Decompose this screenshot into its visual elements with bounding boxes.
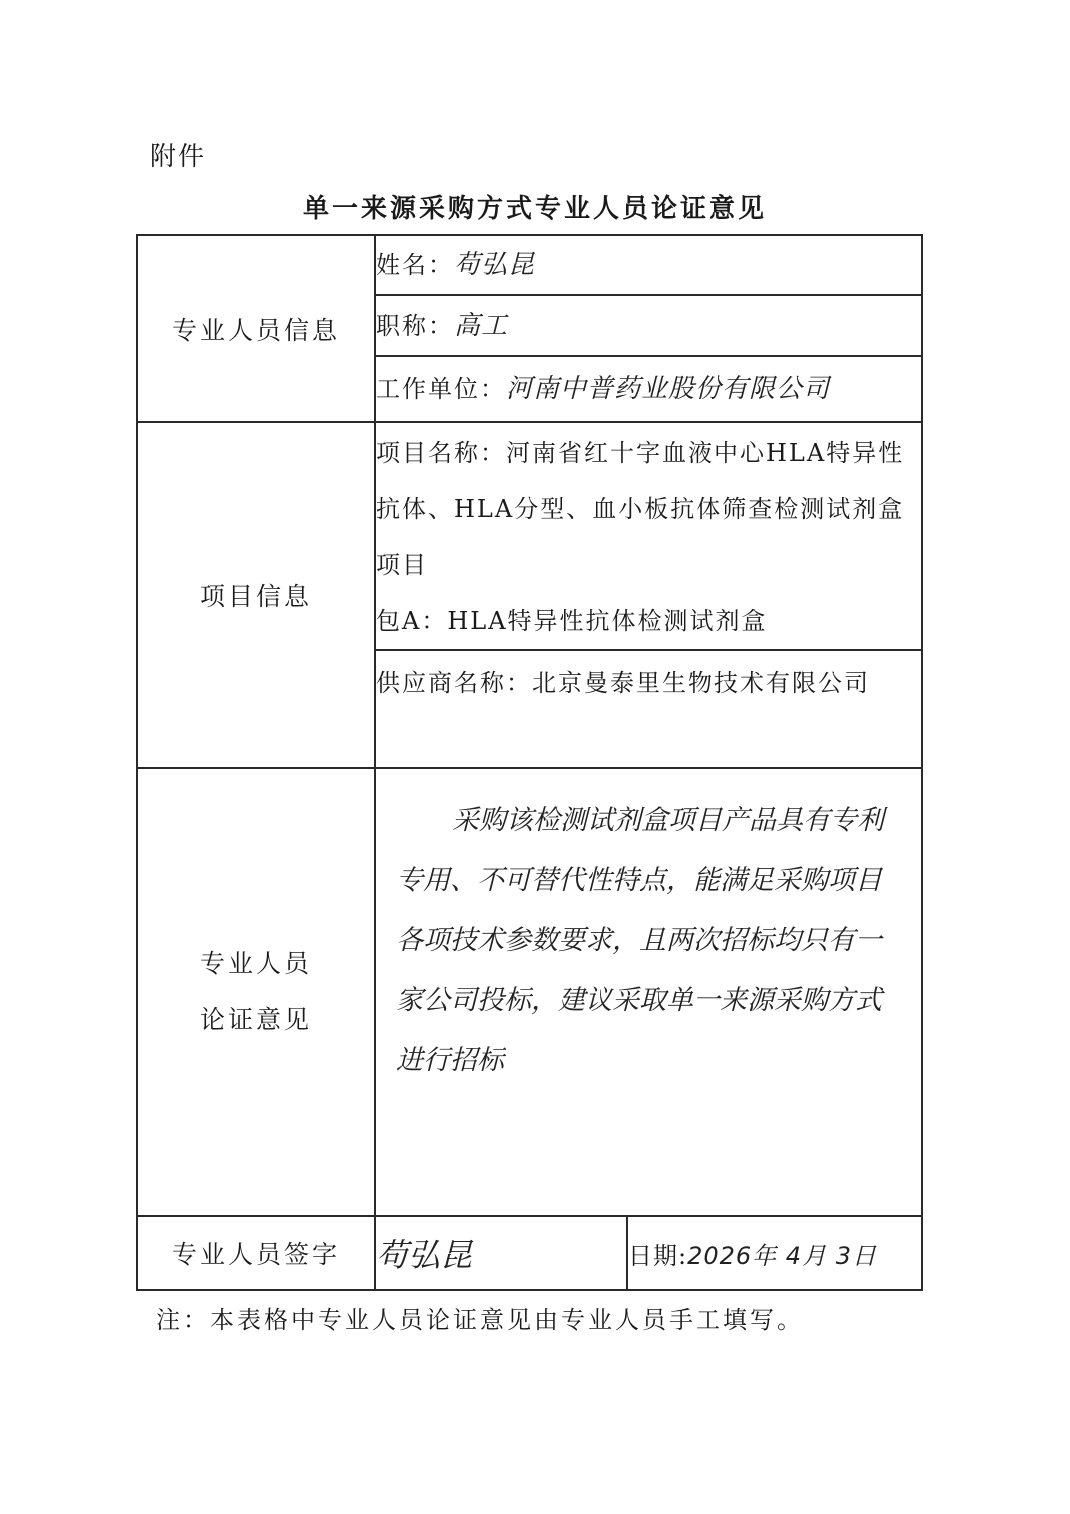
package-label: 包A： <box>376 607 448 635</box>
footer-note: 注：本表格中专业人员论证意见由专业人员手工填写。 <box>156 1306 804 1334</box>
date-label: 日期: <box>628 1241 688 1270</box>
opinion-label <box>137 768 375 1216</box>
attachment-label: 附件 <box>150 142 207 172</box>
opinion-label-line2: 论证意见 <box>199 1005 312 1034</box>
employer-value: 河南中普药业股份有限公司 <box>506 374 831 404</box>
supplier-value: 北京曼泰里生物技术有限公司 <box>532 669 870 697</box>
signature-value: 苟弘昆 <box>375 1216 627 1290</box>
supplier-field <box>375 650 922 768</box>
project-name-value: 河南省红十字血液中心HLA特异性抗体、HLA分型、血小板抗体筛查检测试剂盒项目 <box>376 439 905 579</box>
date-field <box>627 1216 922 1290</box>
name-label: 姓名： <box>376 251 454 279</box>
signature-label: 专业人员签字 <box>137 1216 375 1290</box>
opinion-label-line1: 专业人员 <box>199 949 312 978</box>
opinion-text-cell <box>375 768 922 1216</box>
employer-field <box>375 356 922 422</box>
job-title-field <box>375 295 922 356</box>
name-field <box>375 235 922 295</box>
professional-info-label: 专业人员信息 <box>137 235 375 422</box>
project-name-label: 项目名称： <box>376 439 506 467</box>
employer-label: 工作单位： <box>376 375 506 403</box>
argument-form-table <box>136 234 923 1291</box>
date-value: 2026年 4月 3日 <box>687 1241 877 1270</box>
name-value: 苟弘昆 <box>454 250 536 280</box>
supplier-label: 供应商名称： <box>376 669 532 697</box>
job-title-value: 高工 <box>454 310 509 341</box>
package-line <box>376 593 921 649</box>
document-title: 单一来源采购方式专业人员论证意见 <box>302 194 767 224</box>
project-name-field <box>375 422 922 650</box>
package-value: HLA特异性抗体检测试剂盒 <box>447 607 768 635</box>
project-info-label: 项目信息 <box>137 422 375 768</box>
job-title-label: 职称： <box>376 311 454 340</box>
opinion-text: 采购该检测试剂盒项目产品具有专利专用、不可替代性特点，能满足采购项目各项技术参数要求，且两次招标均只有一家公司投标，建议采取单一来源采购方式进行招标 <box>396 805 884 1076</box>
